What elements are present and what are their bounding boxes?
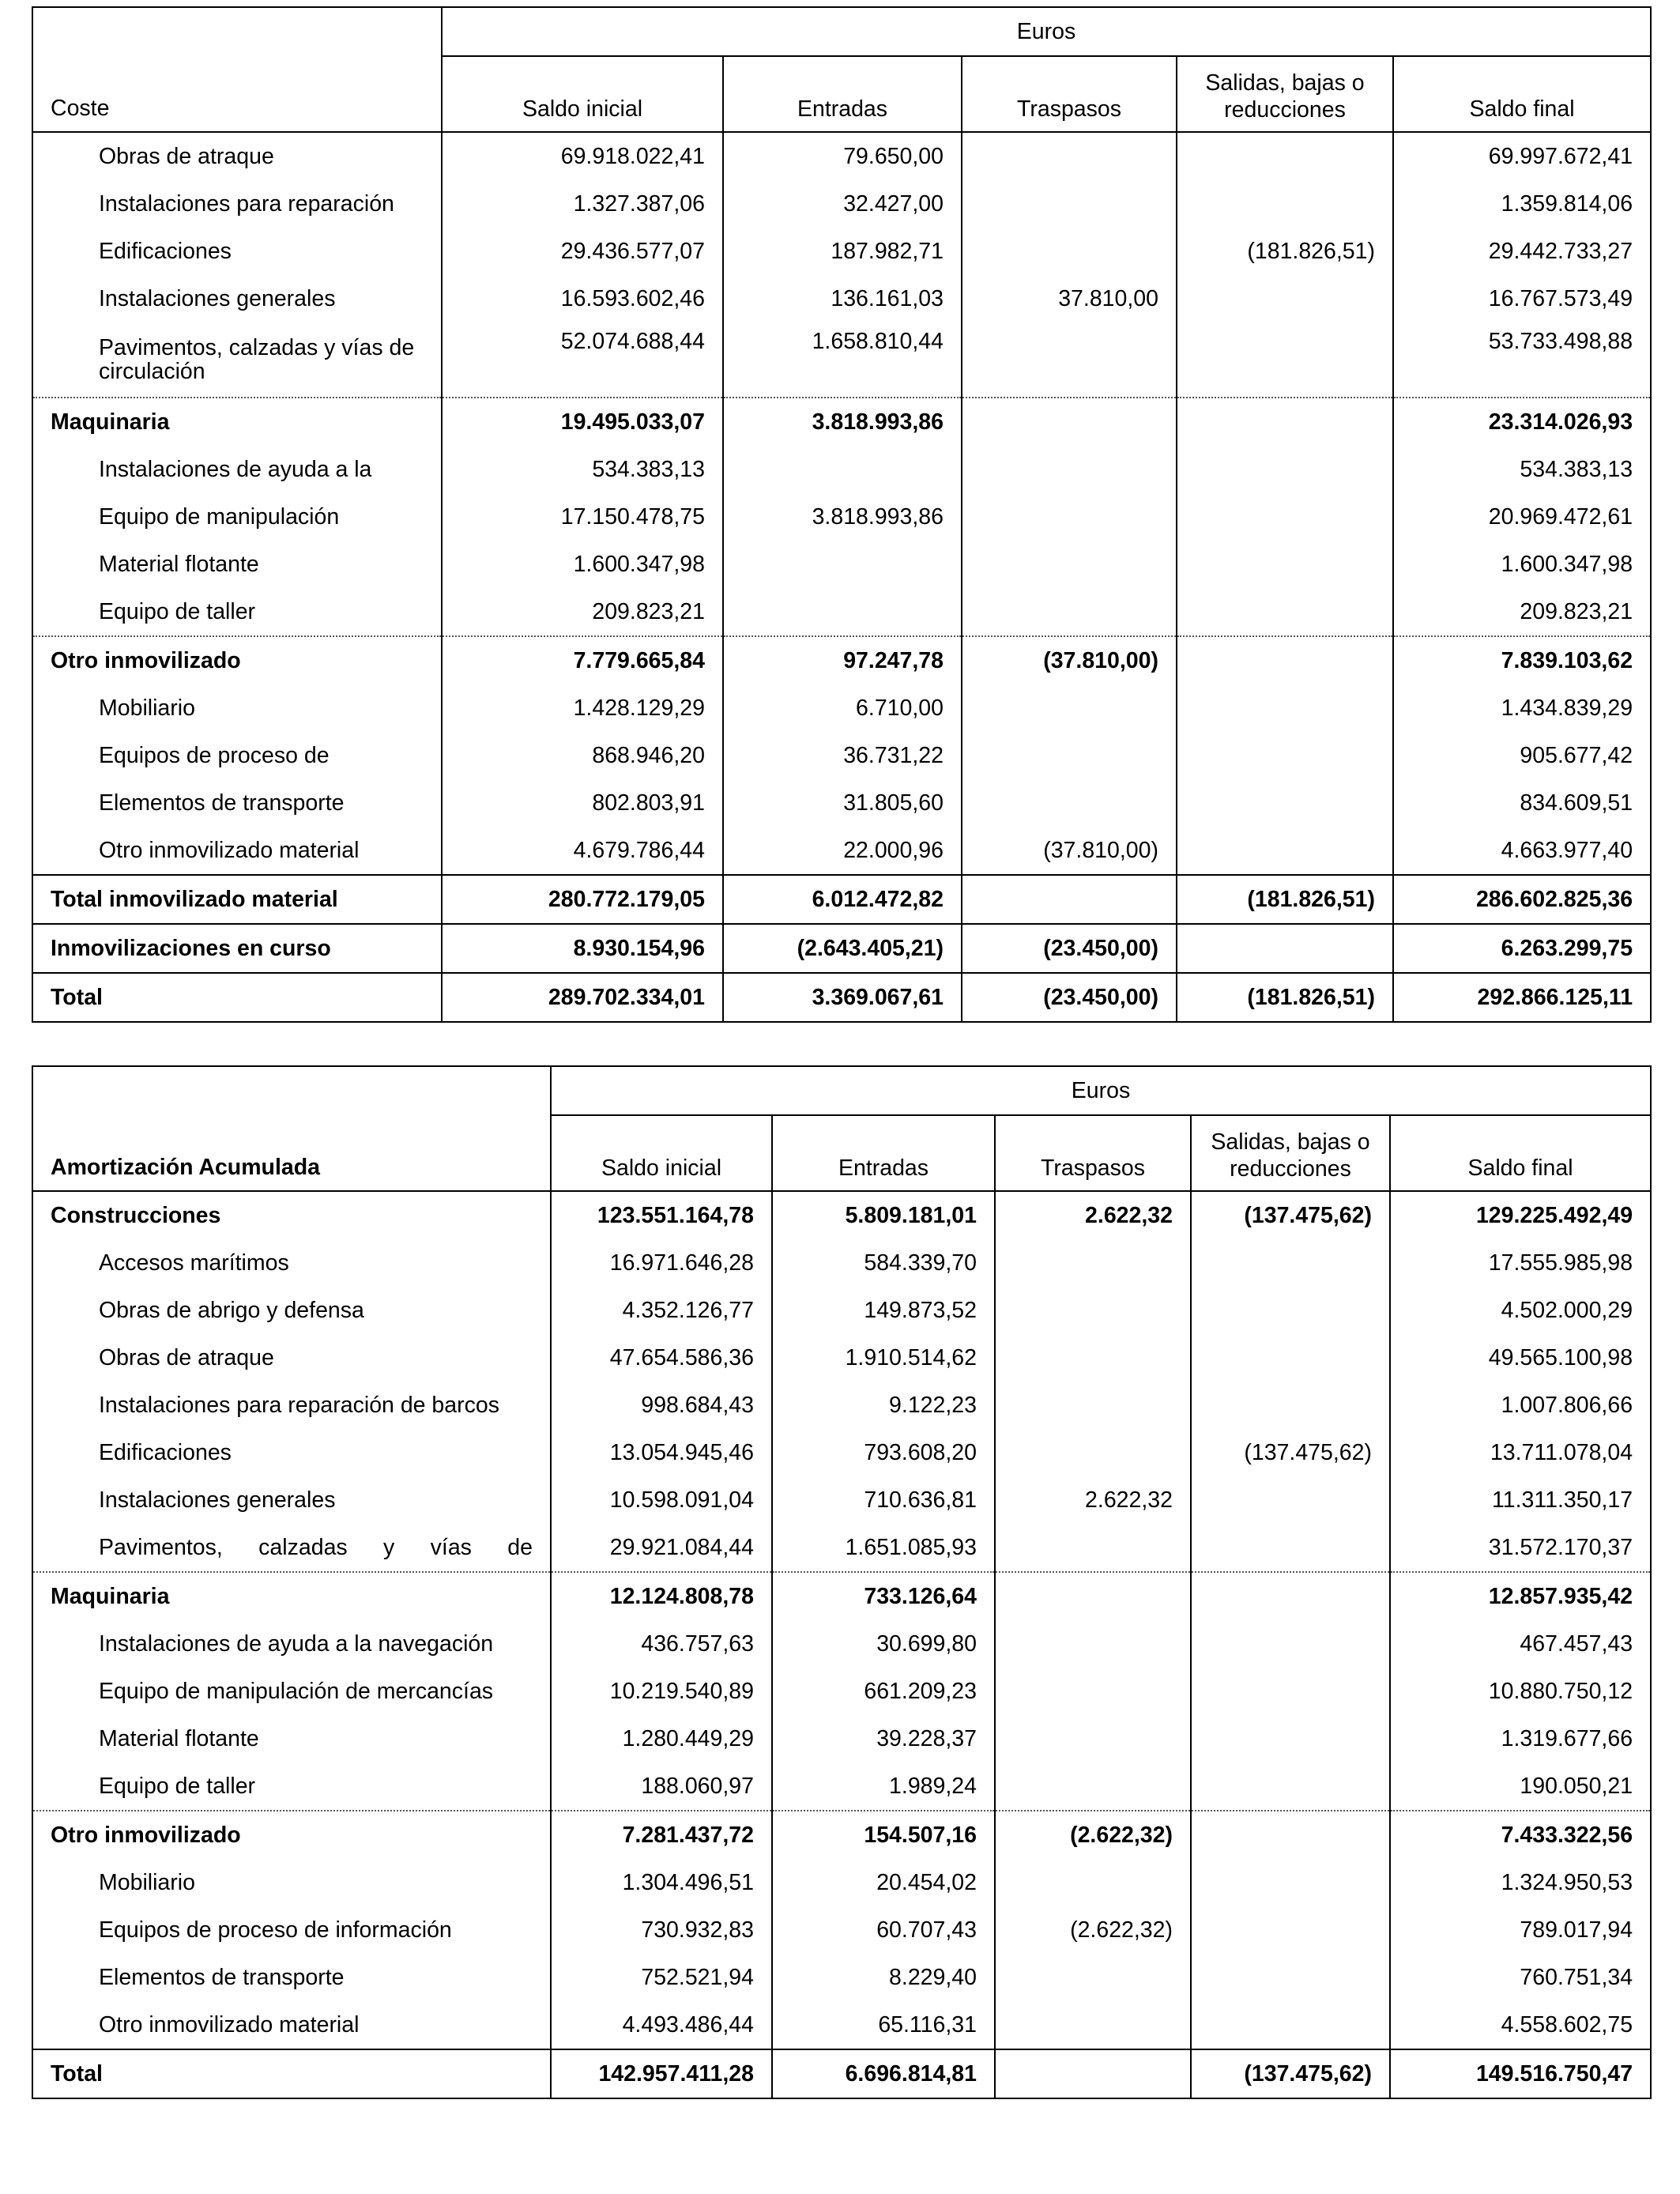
row-label: Mobiliario [99,1869,195,1895]
cell-saldo-final: 1.600.347,98 [1393,541,1651,588]
row-label: Total [32,2049,551,2098]
row-label: Obras de abrigo y defensa [99,1297,364,1323]
cell-salidas [1177,446,1393,493]
cell-entradas: 8.229,40 [772,1954,995,2001]
col-header-saldo-inicial: Saldo inicial [551,1115,772,1191]
cell-saldo-inicial: 4.352.126,77 [551,1287,772,1334]
table-row [32,1906,1651,1954]
cell-salidas [1191,1906,1390,1954]
cell-traspasos: (23.450,00) [962,973,1177,1022]
cell-saldo-final: 12.857.935,42 [1390,1572,1651,1620]
row-label: Mobiliario [99,695,195,721]
cell-saldo-final: 1.007.806,66 [1390,1382,1651,1429]
row-label: Accesos marítimos [99,1250,289,1276]
col-header-traspasos: Traspasos [962,56,1177,132]
cell-saldo-inicial: 7.779.665,84 [442,636,723,684]
cell-saldo-final: 467.457,43 [1390,1620,1651,1668]
cell-entradas: 30.699,80 [772,1620,995,1668]
cell-traspasos [962,684,1177,732]
row-label: Equipo de taller [99,1773,256,1799]
cell-saldo-final: 20.969.472,61 [1393,493,1651,541]
row-label: Instalaciones de ayuda a la navegación [99,1630,494,1657]
cell-saldo-inicial: 1.280.449,29 [551,1715,772,1762]
cell-saldo-inicial: 123.551.164,78 [551,1191,772,1239]
cell-salidas: (137.475,62) [1191,1429,1390,1476]
cell-entradas: 187.982,71 [723,228,962,275]
col-header-entradas: Entradas [723,56,962,132]
table-row [32,973,1651,1022]
cell-saldo-inicial: 730.932,83 [551,1906,772,1954]
cell-saldo-final: 7.433.322,56 [1390,1811,1651,1859]
cell-salidas [1177,924,1393,973]
cell-traspasos [995,1668,1191,1715]
cell-salidas [1177,588,1393,636]
row-label: Material flotante [99,1725,259,1751]
cell-saldo-inicial: 8.930.154,96 [442,924,723,973]
cell-salidas [1191,1620,1390,1668]
table-row [32,2049,1651,2098]
cell-traspasos [995,1572,1191,1620]
cell-saldo-final: 7.839.103,62 [1393,636,1651,684]
cell-salidas [1191,1239,1390,1287]
cell-saldo-inicial: 142.957.411,28 [551,2049,772,2098]
cell-salidas: (181.826,51) [1177,875,1393,924]
row-label: Otro inmovilizado [32,636,442,684]
cell-traspasos [995,1762,1191,1811]
row-label: Elementos de transporte [99,790,345,816]
cell-saldo-final: 23.314.026,93 [1393,398,1651,446]
table-row [32,2001,1651,2049]
cell-saldo-final: 905.677,42 [1393,732,1651,779]
cell-salidas: (137.475,62) [1191,2049,1390,2098]
cell-salidas [1191,1476,1390,1524]
cell-entradas: 733.126,64 [772,1572,995,1620]
cell-saldo-final: 10.880.750,12 [1390,1668,1651,1715]
cell-traspasos: (2.622,32) [995,1811,1191,1859]
row-label: Instalaciones para reparación [99,190,394,217]
cell-entradas: 6.696.814,81 [772,2049,995,2098]
cell-traspasos: (2.622,32) [995,1906,1191,1954]
table-row [32,1715,1651,1762]
cell-traspasos [962,732,1177,779]
table-row [32,875,1651,924]
cell-salidas [1177,322,1393,398]
table-row [32,827,1651,875]
cell-saldo-final: 29.442.733,27 [1393,228,1651,275]
cell-traspasos [995,1334,1191,1382]
cell-entradas: 6.710,00 [723,684,962,732]
cell-entradas: 20.454,02 [772,1859,995,1906]
cell-saldo-final: 4.502.000,29 [1390,1287,1651,1334]
amortization-table [32,1065,1652,2099]
table-row [32,1668,1651,1715]
row-label: Instalaciones generales [99,1487,336,1513]
row-header-label: Amortización Acumulada [51,1155,320,1180]
cell-saldo-inicial: 280.772.179,05 [442,875,723,924]
cell-traspasos: 2.622,32 [995,1191,1191,1239]
cost-table-body [32,132,1651,1022]
cell-entradas: 154.507,16 [772,1811,995,1859]
table-row [32,322,1651,398]
cell-traspasos [962,588,1177,636]
cell-traspasos [962,541,1177,588]
cell-saldo-inicial: 752.521,94 [551,1954,772,2001]
table-row [32,732,1651,779]
cell-saldo-final: 534.383,13 [1393,446,1651,493]
cell-entradas: 32.427,00 [723,180,962,228]
table-row [32,541,1651,588]
cell-salidas [1191,1334,1390,1382]
cell-entradas: 60.707,43 [772,1906,995,1954]
table-row [32,1239,1651,1287]
cell-salidas [1177,636,1393,684]
cell-salidas [1177,684,1393,732]
cell-salidas [1177,275,1393,322]
cell-salidas [1177,779,1393,827]
row-label: Obras de atraque [32,132,442,180]
cell-saldo-inicial: 19.495.033,07 [442,398,723,446]
row-label: Maquinaria [32,1572,551,1620]
table-row [32,446,1651,493]
table-row [32,636,1651,684]
cell-salidas [1177,493,1393,541]
table-row [32,1476,1651,1524]
cell-entradas: 6.012.472,82 [723,875,962,924]
cell-entradas: 79.650,00 [723,132,962,180]
cell-saldo-inicial: 802.803,91 [442,779,723,827]
cell-saldo-inicial: 47.654.586,36 [551,1334,772,1382]
cell-saldo-inicial: 10.598.091,04 [551,1476,772,1524]
cell-salidas [1191,1762,1390,1811]
cell-traspasos: 2.622,32 [995,1476,1191,1524]
cell-saldo-final: 190.050,21 [1390,1762,1651,1811]
cell-entradas: 661.209,23 [772,1668,995,1715]
cell-entradas: 39.228,37 [772,1715,995,1762]
cell-saldo-final: 4.558.602,75 [1390,2001,1651,2049]
cell-traspasos [995,1429,1191,1476]
cell-entradas: 36.731,22 [723,732,962,779]
cell-traspasos: (37.810,00) [962,827,1177,875]
cell-entradas: 793.608,20 [772,1429,995,1476]
table-row [32,180,1651,228]
cell-saldo-inicial: 1.327.387,06 [442,180,723,228]
table-row [32,1382,1651,1429]
cell-traspasos [995,1524,1191,1572]
row-label: Otro inmovilizado material [99,837,360,863]
cell-traspasos [995,1382,1191,1429]
row-label: Otro inmovilizado [32,1811,551,1859]
cell-entradas: 22.000,96 [723,827,962,875]
cell-traspasos [962,398,1177,446]
row-label: Instalaciones para reparación de barcos [99,1392,499,1418]
cell-entradas: 1.658.810,44 [723,322,962,398]
table-row [32,1287,1651,1334]
cost-table [32,6,1652,1023]
table-row [32,493,1651,541]
cell-traspasos [962,493,1177,541]
cell-salidas [1191,1954,1390,2001]
currency-group-header: Euros [551,1066,1651,1115]
cell-saldo-inicial: 29.921.084,44 [551,1524,772,1572]
cell-saldo-inicial: 436.757,63 [551,1620,772,1668]
table-row [32,1191,1651,1239]
cell-entradas: 5.809.181,01 [772,1191,995,1239]
cell-traspasos: (37.810,00) [962,636,1177,684]
cell-saldo-inicial: 1.304.496,51 [551,1859,772,1906]
cell-saldo-inicial: 188.060,97 [551,1762,772,1811]
table-row [32,924,1651,973]
table-row [32,275,1651,322]
row-label: Construcciones [32,1191,551,1239]
cell-salidas [1177,398,1393,446]
table-row [32,1620,1651,1668]
cell-traspasos [962,875,1177,924]
cell-saldo-final: 53.733.498,88 [1393,322,1651,398]
cell-salidas [1177,180,1393,228]
col-header-traspasos: Traspasos [995,1115,1191,1191]
cost-table-header [32,7,1651,132]
cell-salidas [1177,732,1393,779]
cell-salidas [1191,1715,1390,1762]
col-header-salidas: Salidas, bajas o reducciones [1177,56,1393,132]
cell-traspasos [962,132,1177,180]
cell-saldo-inicial: 534.383,13 [442,446,723,493]
table-row [32,588,1651,636]
row-label: Total inmovilizado material [32,875,442,924]
cell-salidas [1191,1572,1390,1620]
cell-saldo-inicial: 1.600.347,98 [442,541,723,588]
cell-saldo-inicial: 7.281.437,72 [551,1811,772,1859]
cell-entradas: 584.339,70 [772,1239,995,1287]
cell-salidas [1177,132,1393,180]
currency-group-header: Euros [442,7,1651,56]
table-row [32,1429,1651,1476]
cell-traspasos [962,322,1177,398]
cell-saldo-final: 789.017,94 [1390,1906,1651,1954]
cell-entradas: 1.651.085,93 [772,1524,995,1572]
row-label: Edificaciones [99,238,232,264]
table-row [32,684,1651,732]
cell-entradas: 9.122,23 [772,1382,995,1429]
table-row [32,228,1651,275]
cell-traspasos [962,180,1177,228]
table-row [32,1572,1651,1620]
table-row [32,1334,1651,1382]
cell-traspasos [995,1620,1191,1668]
cell-traspasos [962,228,1177,275]
cell-saldo-final: 17.555.985,98 [1390,1239,1651,1287]
amortization-table-header [32,1066,1651,1191]
cell-salidas [1191,2001,1390,2049]
cell-saldo-inicial: 209.823,21 [442,588,723,636]
col-header-saldo-final: Saldo final [1393,56,1651,132]
cell-saldo-final: 1.319.677,66 [1390,1715,1651,1762]
cell-saldo-inicial: 998.684,43 [551,1382,772,1429]
row-label: Otro inmovilizado material [99,2011,360,2038]
row-label: Equipos de proceso de información [99,1917,452,1943]
cell-saldo-inicial: 17.150.478,75 [442,493,723,541]
cell-entradas: 136.161,03 [723,275,962,322]
cell-salidas [1191,1668,1390,1715]
row-label: Inmovilizaciones en curso [32,924,442,973]
cell-entradas: 1.989,24 [772,1762,995,1811]
cell-salidas [1191,1287,1390,1334]
cell-saldo-final: 49.565.100,98 [1390,1334,1651,1382]
cell-salidas [1191,1859,1390,1906]
cell-entradas: (2.643.405,21) [723,924,962,973]
cell-saldo-final: 1.324.950,53 [1390,1859,1651,1906]
cell-entradas [723,588,962,636]
amortization-table-body [32,1191,1651,2098]
table-row [32,1811,1651,1859]
cell-entradas: 65.116,31 [772,2001,995,2049]
table-row [32,1954,1651,2001]
cell-traspasos: 37.810,00 [962,275,1177,322]
cell-salidas [1177,541,1393,588]
cell-traspasos [995,1239,1191,1287]
cell-saldo-inicial: 69.918.022,41 [442,132,723,180]
cell-traspasos: (23.450,00) [962,924,1177,973]
cell-entradas: 1.910.514,62 [772,1334,995,1382]
cell-saldo-final: 11.311.350,17 [1390,1476,1651,1524]
row-label: Instalaciones generales [99,285,336,311]
cell-saldo-inicial: 4.493.486,44 [551,2001,772,2049]
row-label: Material flotante [99,551,259,577]
cell-salidas: (181.826,51) [1177,973,1393,1022]
cell-entradas: 97.247,78 [723,636,962,684]
cell-entradas [723,541,962,588]
row-label: Equipo de manipulación de mercancías [99,1678,494,1704]
table-row [32,1859,1651,1906]
row-label: Pavimentos, calzadas y vías de circulación [99,335,415,384]
cell-entradas: 149.873,52 [772,1287,995,1334]
row-label: Maquinaria [32,398,442,446]
cell-salidas [1191,1524,1390,1572]
cell-saldo-inicial: 29.436.577,07 [442,228,723,275]
cell-saldo-final: 209.823,21 [1393,588,1651,636]
row-label: Equipos de proceso de [99,742,330,768]
cell-entradas: 3.818.993,86 [723,398,962,446]
col-header-salidas: Salidas, bajas o reducciones [1191,1115,1390,1191]
cell-entradas [723,446,962,493]
cell-entradas: 3.818.993,86 [723,493,962,541]
cell-saldo-final: 1.359.814,06 [1393,180,1651,228]
table-row [32,398,1651,446]
col-header-entradas: Entradas [772,1115,995,1191]
cell-saldo-final: 6.263.299,75 [1393,924,1651,973]
cell-saldo-final: 1.434.839,29 [1393,684,1651,732]
cell-saldo-final: 286.602.825,36 [1393,875,1651,924]
cell-saldo-inicial: 13.054.945,46 [551,1429,772,1476]
cell-entradas: 3.369.067,61 [723,973,962,1022]
table-row [32,132,1651,180]
cell-traspasos [995,1954,1191,2001]
row-label: Pavimentos, calzadas y vías de [99,1534,533,1560]
col-header-saldo-inicial: Saldo inicial [442,56,723,132]
row-label: Equipo de taller [99,598,256,624]
col-header-saldo-final: Saldo final [1390,1115,1651,1191]
cell-saldo-inicial: 16.971.646,28 [551,1239,772,1287]
cell-salidas [1191,1811,1390,1859]
cell-traspasos [995,1715,1191,1762]
cell-traspasos [995,2049,1191,2098]
table-row [32,779,1651,827]
table-row [32,1524,1651,1572]
row-label: Elementos de transporte [99,1964,345,1990]
row-label: Total [32,973,442,1022]
cell-saldo-inicial: 868.946,20 [442,732,723,779]
cell-traspasos [995,1287,1191,1334]
cell-saldo-inicial: 289.702.334,01 [442,973,723,1022]
cell-salidas: (181.826,51) [1177,228,1393,275]
cell-traspasos [995,1859,1191,1906]
table-row [32,1762,1651,1811]
cell-salidas [1177,827,1393,875]
cell-entradas: 31.805,60 [723,779,962,827]
cell-saldo-final: 16.767.573,49 [1393,275,1651,322]
row-label: Obras de atraque [99,1344,274,1370]
cell-traspasos [962,779,1177,827]
cell-saldo-final: 13.711.078,04 [1390,1429,1651,1476]
cell-traspasos [962,446,1177,493]
cell-saldo-final: 69.997.672,41 [1393,132,1651,180]
row-header-label: Coste [51,96,110,121]
cell-saldo-inicial: 12.124.808,78 [551,1572,772,1620]
cell-saldo-inicial: 4.679.786,44 [442,827,723,875]
cell-saldo-final: 4.663.977,40 [1393,827,1651,875]
cell-entradas: 710.636,81 [772,1476,995,1524]
cell-saldo-inicial: 16.593.602,46 [442,275,723,322]
cell-saldo-final: 292.866.125,11 [1393,973,1651,1022]
cell-saldo-final: 31.572.170,37 [1390,1524,1651,1572]
cell-salidas: (137.475,62) [1191,1191,1390,1239]
cell-saldo-inicial: 10.219.540,89 [551,1668,772,1715]
cell-traspasos [995,2001,1191,2049]
cell-saldo-final: 834.609,51 [1393,779,1651,827]
cell-saldo-final: 760.751,34 [1390,1954,1651,2001]
cell-saldo-final: 149.516.750,47 [1390,2049,1651,2098]
row-label: Edificaciones [99,1439,232,1465]
cell-saldo-inicial: 52.074.688,44 [442,322,723,398]
row-label: Instalaciones de ayuda a la [99,456,372,482]
cell-salidas [1191,1382,1390,1429]
cell-saldo-inicial: 1.428.129,29 [442,684,723,732]
row-label: Equipo de manipulación [99,503,340,530]
cell-saldo-final: 129.225.492,49 [1390,1191,1651,1239]
